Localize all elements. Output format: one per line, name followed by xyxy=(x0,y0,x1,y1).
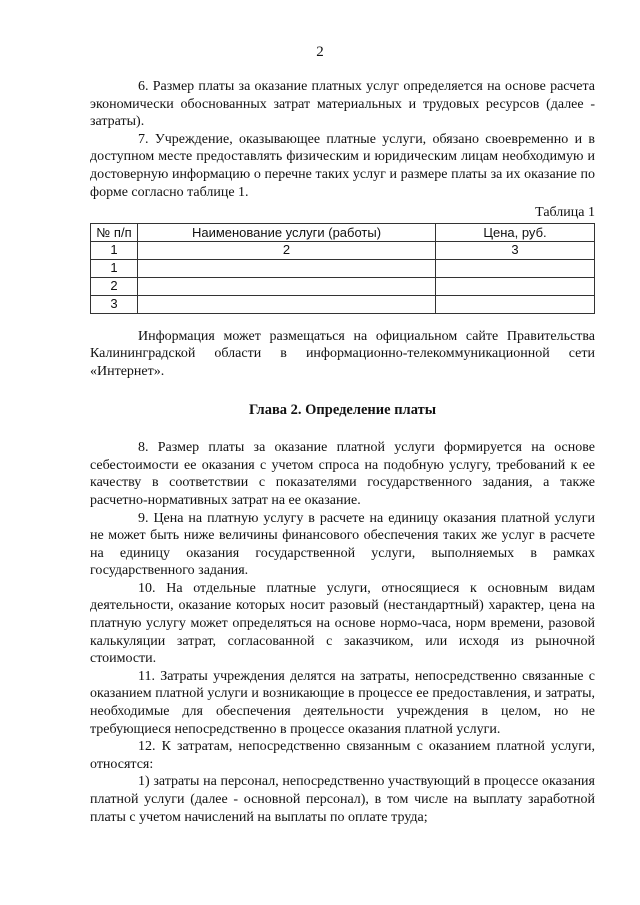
table-cell: 3 xyxy=(91,295,138,313)
table-cell xyxy=(138,295,436,313)
paragraph-10: 10. На отдельные платные услуги, относящиеся к основным видам деятельности, оказание которых носит разовый (нестандартный) характер, цена на платную услугу может определяться на основе нормо-часа, норм времени, разовой калькуляции затрат, согласованной с заказчиком, или исходя из рыночной стоимости. xyxy=(90,580,595,667)
table-header-row xyxy=(91,223,595,241)
table-row xyxy=(91,295,595,313)
table-row xyxy=(91,277,595,295)
table-cell xyxy=(138,277,436,295)
table-cell: 3 xyxy=(436,241,595,259)
table-cell xyxy=(138,259,436,277)
paragraph-12-item-1: 1) затраты на персонал, непосредственно участвующий в процессе оказания платной услуги (далее - основной персонал), в том числе на выплату заработной платы с учетом начислений на выплаты по оплате труда; xyxy=(90,774,595,825)
header-service-name: Наименование услуги (работы) xyxy=(138,223,436,241)
paragraph-9: 9. Цена на платную услугу в расчете на единицу оказания платной услуги не может быть ниже величины финансового обеспечения таких же услуг в расчете на единицу оказания государственной услуги, выполняемых в рамках государственного задания. xyxy=(90,510,595,579)
table-cell: 2 xyxy=(138,241,436,259)
table-caption: Таблица 1 xyxy=(535,205,595,221)
table-cell xyxy=(436,295,595,313)
paragraph-12: 12. К затратам, непосредственно связанным с оказанием платной услуги, относятся: xyxy=(90,739,595,772)
services-table xyxy=(90,223,595,314)
paragraph-11: 11. Затраты учреждения делятся на затраты, непосредственно связанные с оказанием платной услуги и возникающие в процессе ее предоставления, и затраты, необходимые для обеспечения деятельности учреждения в целом, но не требующиеся непосредственно в процессе оказания платной услуги. xyxy=(90,668,595,737)
paragraph-7: 7. Учреждение, оказывающее платные услуги, обязано своевременно и в доступном месте предоставлять физическим и юридическим лицам необходимую и достоверную информацию о перечне таких услуг и размере платы за их оказание по форме согласно таблице 1. xyxy=(90,131,595,200)
table-cell: 1 xyxy=(91,259,138,277)
page-content xyxy=(90,78,595,826)
chapter-title: Глава 2. Определение платы xyxy=(248,401,437,418)
table-cell xyxy=(436,277,595,295)
table-cell xyxy=(436,259,595,277)
paragraph-8: 8. Размер платы за оказание платной услуги формируется на основе себестоимости ее оказания с учетом спроса на подобную услугу, требований к ее качеству в соответствии с показателями государственного задания, а также расчетно-нормативных затрат на ее оказание. xyxy=(90,440,595,508)
paragraph-6: 6. Размер платы за оказание платных услуг определяется на основе расчета экономически обоснованных затрат материальных и трудовых ресурсов (далее - затраты). xyxy=(90,79,595,130)
header-number: № п/п xyxy=(91,223,138,241)
table-cell: 2 xyxy=(91,277,138,295)
table-column-number-row xyxy=(91,241,595,259)
page-number: 2 xyxy=(316,44,324,60)
header-price: Цена, руб. xyxy=(436,223,595,241)
table-cell: 1 xyxy=(91,241,138,259)
table-row xyxy=(91,259,595,277)
info-paragraph: Информация может размещаться на официальном сайте Правительства Калининградской области в информационно-телекоммуникационной сети «Интернет». xyxy=(90,328,595,379)
